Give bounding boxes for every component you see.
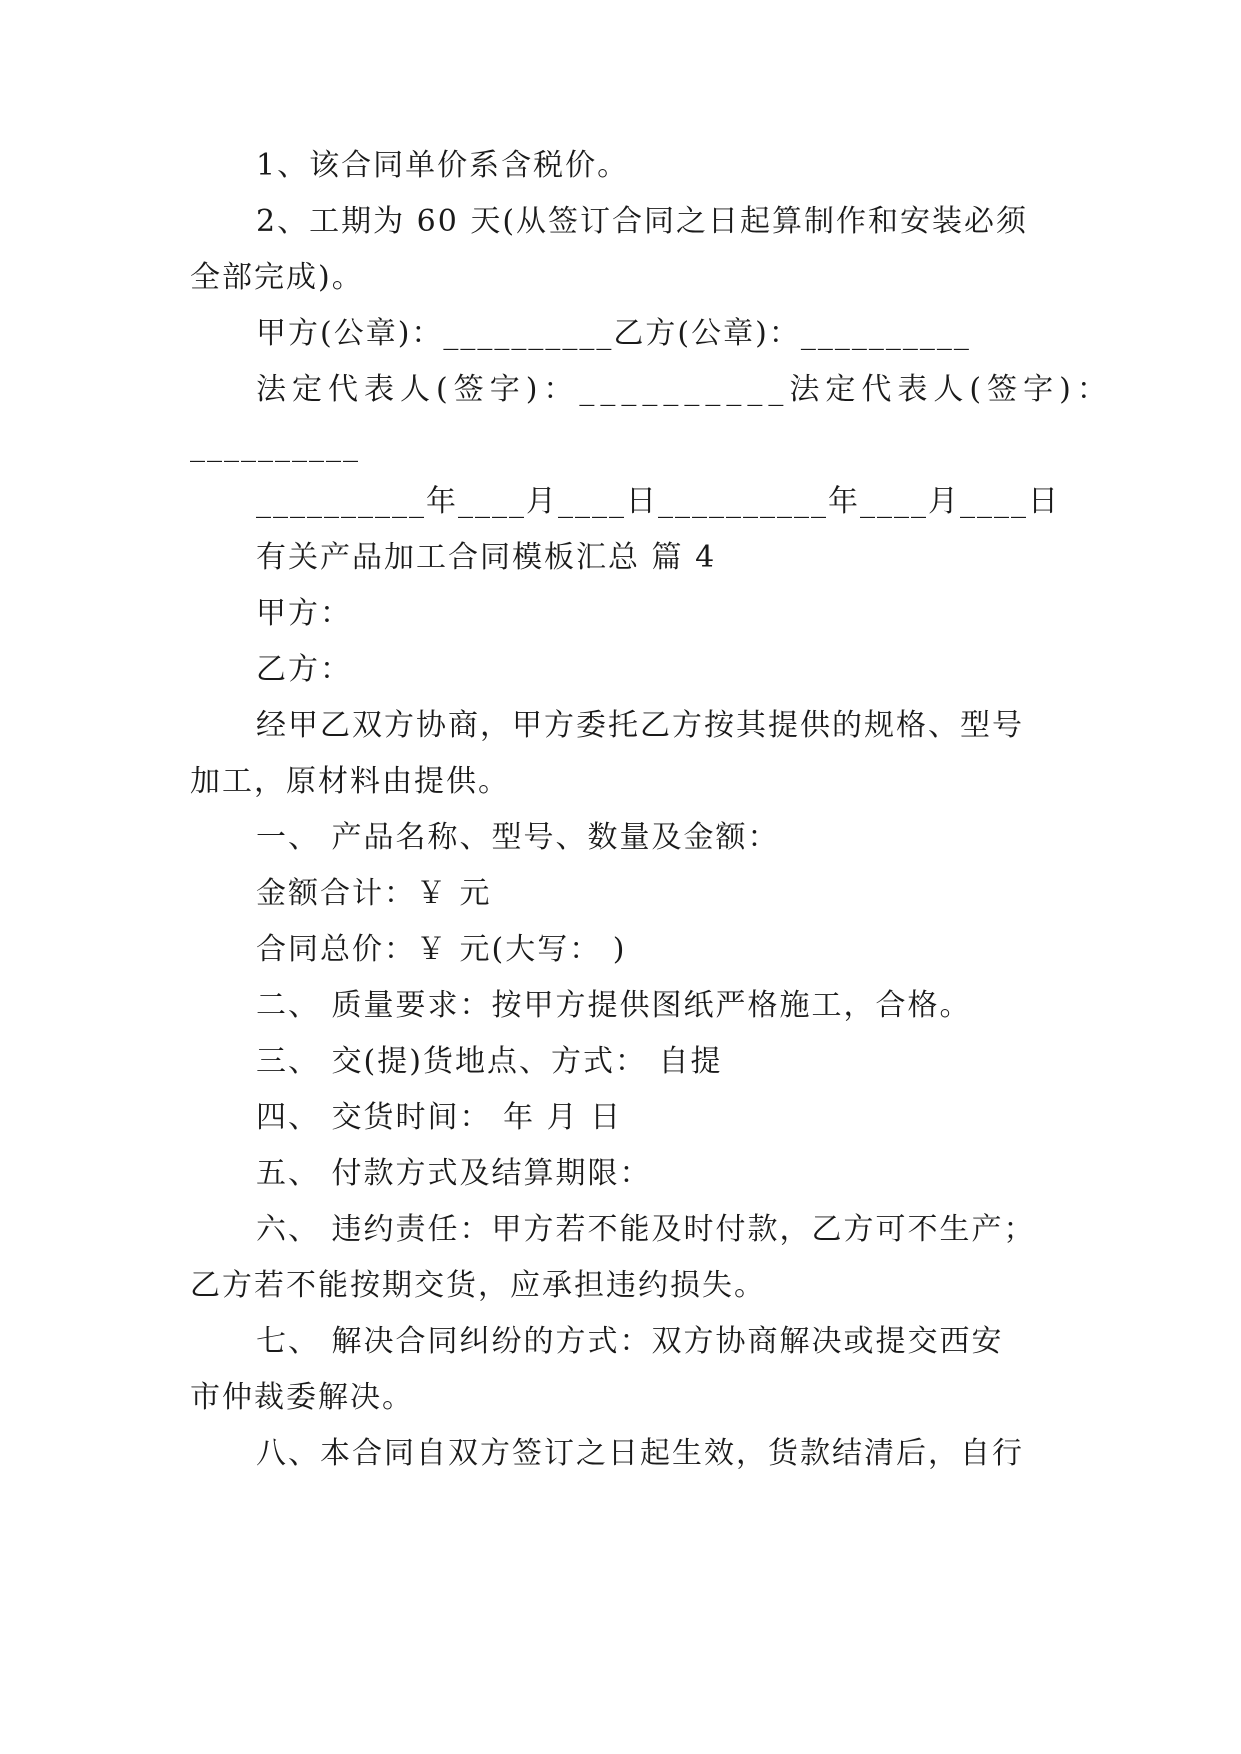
intro-paragraph: 经甲乙双方协商，甲方委托乙方按其提供的规格、型号	[256, 708, 1024, 743]
intro-paragraph-cont: 加工，原材料由提供。	[190, 764, 510, 799]
article-1: 一、 产品名称、型号、数量及金额：	[256, 820, 780, 855]
article-6-cont: 乙方若不能按期交货，应承担违约损失。	[190, 1268, 766, 1303]
representative-line: 法定代表人(签字)：__________法定代表人(签字)：	[256, 372, 1113, 407]
article-2: 二、 质量要求：按甲方提供图纸严格施工，合格。	[256, 988, 972, 1023]
date-line: __________年____月____日__________年____月____日	[256, 484, 1060, 519]
section-heading: 有关产品加工合同模板汇总 篇 4	[256, 540, 717, 575]
article-4: 四、 交货时间： 年 月 日	[256, 1100, 623, 1135]
seal-line: 甲方(公章)：__________乙方(公章)：__________	[256, 316, 971, 351]
party-b: 乙方：	[256, 652, 352, 687]
article-3: 三、 交(提)货地点、方式： 自提	[256, 1044, 723, 1079]
representative-blank: __________	[190, 428, 360, 463]
article-8: 八、本合同自双方签订之日起生效，货款结清后，自行	[256, 1436, 1024, 1471]
clause-duration-cont: 全部完成)。	[190, 260, 364, 295]
clause-duration: 2、工期为 60 天(从签订合同之日起算制作和安装必须	[256, 204, 1029, 239]
contract-total: 合同总价：￥ 元(大写： )	[256, 932, 627, 967]
article-5: 五、 付款方式及结算期限：	[256, 1156, 652, 1191]
article-6: 六、 违约责任：甲方若不能及时付款，乙方可不生产；	[256, 1212, 1036, 1247]
amount-total: 金额合计：￥ 元	[256, 876, 492, 911]
article-7-cont: 市仲裁委解决。	[190, 1380, 414, 1415]
party-a: 甲方：	[256, 596, 352, 631]
clause-tax-price: 1、该合同单价系含税价。	[256, 148, 630, 183]
article-7: 七、 解决合同纠纷的方式：双方协商解决或提交西安	[256, 1324, 1004, 1359]
